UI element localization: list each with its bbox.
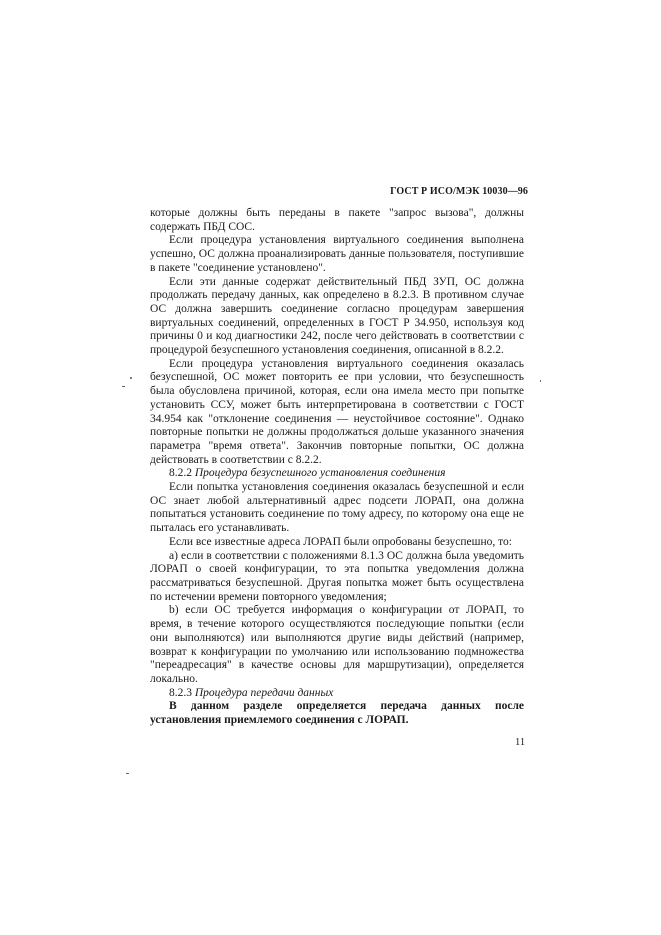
paragraph: Если процедура установления виртуального соединения оказалась безуспешной, ОС может повторить ее при условии, что безуспешность была обусловлена причиной, которая, если она имела место при попытке установить ССУ, может быть интерпретирована в соответствии с ГОСТ 34.954 как "отклонение соединения — неустойчивое состояние". Однако повторные попытки не должны продолжаться дольше указанного значения параметра "время ответа". Закончив повторные попытки, ОС должна действовать в соответствии с 8.2.2.	[150, 357, 524, 466]
paragraph: которые должны быть переданы в пакете "запрос вызова", должны содержать ПБД СОС.	[150, 207, 524, 233]
paragraph: Если все известные адреса ЛОРАП были опробованы безуспешно, то:	[169, 535, 512, 548]
section-heading-8-2-2	[150, 467, 524, 481]
document-header: ГОСТ Р ИСО/МЭК 10030—96	[390, 186, 528, 197]
list-item: а) если в соответствии с положениями 8.1.3 ОС должна была уведомить ЛОРАП о своей конфигурации, то эта попытка уведомления должна рассматриваться безуспешной. Другая попытка может быть осуществлена по истечении времени повторного уведомления;	[150, 549, 524, 603]
section-title: Процедура безуспешного установления соединения	[194, 467, 446, 480]
section-heading-8-2-3	[150, 687, 524, 701]
section-number: 8.2.3	[169, 686, 192, 699]
section-title: Процедура передачи данных	[194, 686, 334, 699]
page-number: 11	[515, 737, 526, 748]
list-item: b) если ОС требуется информация о конфигурации от ЛОРАП, то время, в течение которого осуществляются последующие попытки (если они выполняются) или выполняются другие виды действий (например, возврат к конфигурации по умолчанию или использованию подмножества "переадресация" в качестве основы для маршрутизации), определяется локально.	[150, 604, 524, 685]
scan-speck	[122, 386, 125, 387]
paragraph: Если эти данные содержат действительный ПБД ЗУП, ОС должна продолжать передачу данных, как определено в 8.2.3. В противном случае ОС должна завершить соединение согласно процедурам завершения виртуальных соединений, определенных в ГОСТ Р 34.950, используя код причины 0 и код диагностики 242, после чего действовать в соответствии с процедурой безуспешного установления соединения, описанной в 8.2.2.	[150, 275, 524, 357]
document-body	[150, 207, 524, 728]
scan-speck	[126, 773, 129, 774]
section-number: 8.2.2	[169, 467, 192, 480]
scan-speck	[130, 377, 132, 379]
paragraph: В данном разделе определяется передача данных после установления приемлемого соединения с ЛОРАП.	[150, 700, 524, 727]
scan-speck	[540, 380, 541, 382]
paragraph: Если попытка установления соединения оказалась безуспешной и если ОС знает любой альтернативный адрес подсети ЛОРАП, она должна попытаться установить соединение по тому адресу, по которому она еще не пыталась его устанавливать.	[150, 481, 524, 535]
paragraph: Если процедура установления виртуального соединения выполнена успешно, ОС должна проанализировать данные пользователя, поступившие в пакете "соединение установлено".	[150, 234, 524, 274]
